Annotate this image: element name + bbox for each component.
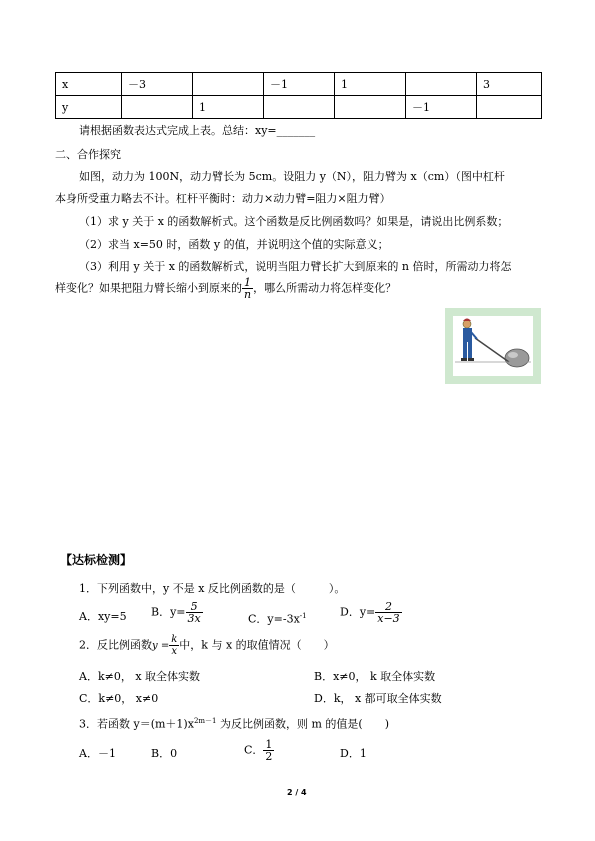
question-2: （2）求当 x=50 时，函数 y 的值，并说明这个值的实际意义；: [79, 238, 389, 251]
fraction-numerator: 1: [265, 738, 273, 751]
option-label: C．: [244, 743, 264, 757]
page-number: 2 / 4: [287, 788, 307, 797]
table-cell: [193, 73, 264, 96]
table-cell: －1: [406, 96, 477, 119]
fraction-denominator: 3x: [187, 612, 201, 625]
fraction-denominator: 2: [265, 750, 273, 763]
option-label: D．y=: [340, 605, 376, 619]
exercise-3-option-a: A．－1: [79, 747, 116, 760]
problem-paragraph: 如图，动力为 100N，动力臂长为 5cm。设阻力 y（N），阻力臂为 x（cm）（图中杠杆: [79, 170, 505, 183]
fraction-numerator: 5: [190, 600, 198, 613]
table-cell: [264, 96, 335, 119]
fraction-numerator: 1: [244, 276, 252, 289]
exercise-2-option-c: C．k≠0， x≠0: [79, 692, 159, 705]
question-3-line1: （3）利用 y 关于 x 的函数解析式，说明当阻力臂长扩大到原来的 n 倍时，所需动力将怎: [79, 260, 512, 273]
table-cell: 3: [477, 73, 542, 96]
table-cell: －1: [264, 73, 335, 96]
question-3-text: ，哪么所需动力将怎样变化？: [253, 281, 397, 295]
fraction-denominator: n: [244, 288, 252, 301]
exercise-1-option-a: A．xy=5: [79, 610, 127, 623]
table-cell: [122, 96, 193, 119]
exponent: 2m－1: [193, 717, 217, 725]
option-label: B．y=: [151, 605, 186, 619]
table-cell: [477, 96, 542, 119]
exercise-1-option-c: [248, 610, 307, 626]
stem-text: 中，k 与 x 的取值情况（ ）: [179, 638, 335, 652]
fraction-numerator: k: [171, 634, 178, 645]
fraction: [375, 601, 401, 624]
exercise-1-option-d: [340, 601, 402, 624]
exercise-1-option-b: [151, 601, 203, 624]
summary-line: 请根据函数表达式完成上表。总结：xy=_______: [79, 124, 316, 137]
table-row-y: [56, 96, 542, 119]
fraction: [263, 739, 274, 762]
exercise-3-option-c: [244, 739, 274, 762]
fraction-denominator: x: [169, 645, 179, 657]
table-row-x: [56, 73, 542, 96]
exercise-2-option-a: A．k≠0， x 取全体实数: [79, 670, 201, 683]
table-row-header: x: [56, 73, 122, 96]
fraction-numerator: 2: [384, 600, 392, 613]
option-text: C．y=-3x: [248, 612, 300, 626]
fraction: [169, 634, 179, 657]
worker-lever-icon: [445, 308, 541, 384]
stem-text: 2．反比例函数: [79, 638, 152, 652]
table-cell: －3: [122, 73, 193, 96]
xy-table: [55, 72, 542, 119]
fraction: [186, 601, 203, 624]
exercise-3-stem: [79, 715, 389, 731]
section-title-cooperation: 二、合作探究: [55, 148, 121, 161]
fraction-denominator: x−3: [377, 612, 400, 625]
question-3-text: 样变化？如果把阻力臂长缩小到原来的: [55, 281, 242, 295]
stem-text: 3．若函数 y＝(m＋1)x: [79, 717, 194, 731]
fraction-1-over-n: [242, 277, 253, 300]
exercise-2-option-d: D．k， x 都可取全体实数: [314, 692, 442, 705]
table-cell: [335, 96, 406, 119]
question-1: （1）求 y 关于 x 的函数解析式。这个函数是反比例函数吗？如果是，请说出比例系数；: [79, 215, 509, 228]
exercise-1-stem: 1．下列函数中，y 不是 x 反比例函数的是（ ）。: [79, 582, 346, 595]
section-title-assessment: 【达标检测】: [60, 553, 133, 567]
exercise-3-option-d: D．1: [340, 747, 367, 760]
question-3-line2: [55, 277, 396, 300]
exercise-2-stem: [79, 634, 335, 657]
table-cell: [406, 73, 477, 96]
lever-illustration: [445, 308, 541, 384]
exercise-2-option-b: B．x≠0， k 取全体实数: [314, 670, 436, 683]
table-cell: 1: [193, 96, 264, 119]
table-cell: 1: [335, 73, 406, 96]
exponent: -1: [299, 612, 307, 620]
exercise-3-option-b: B．0: [151, 747, 178, 760]
expression: y =: [152, 640, 170, 652]
table-row-header: y: [56, 96, 122, 119]
problem-paragraph: 本身所受重力略去不计。杠杆平衡时：动力×动力臂=阻力×阻力臂）: [55, 192, 391, 205]
stem-text: 为反比例函数，则 m 的值是( ): [216, 717, 389, 731]
